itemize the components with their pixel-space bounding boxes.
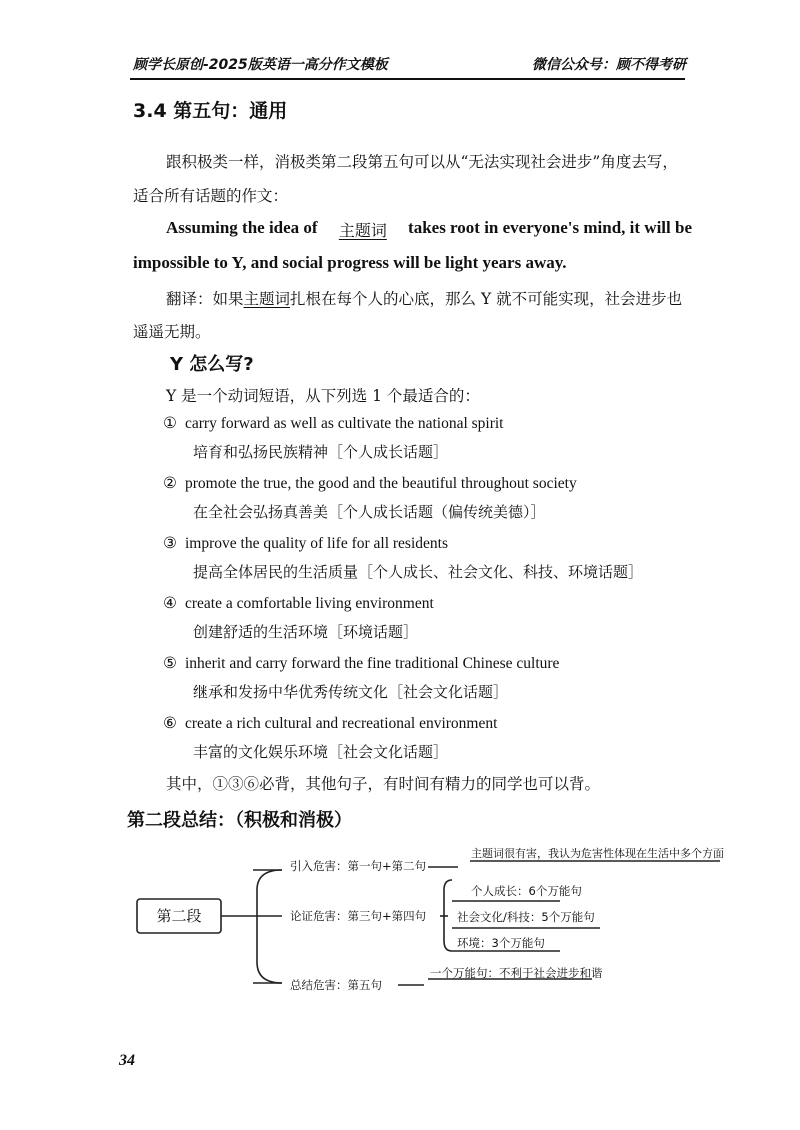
header-left: 顾学长原创-2025版英语一高分作文模板 — [133, 57, 388, 73]
item-number: ① — [163, 415, 177, 432]
item-en: inherit and carry forward the fine traditional Chinese culture — [185, 655, 560, 672]
branch-argue: 论证危害：第三句+第四句 — [290, 909, 427, 923]
item-number: ② — [163, 475, 177, 492]
template-part-1: Assuming the idea of — [166, 218, 318, 237]
branch-summary: 总结危害：第五句 — [290, 978, 382, 992]
item-zh: 丰富的文化娱乐环境［社会文化话题］ — [193, 743, 449, 761]
template-blank: 主题词 — [338, 221, 387, 240]
item-zh: 继承和发扬中华优秀传统文化［社会文化话题］ — [193, 683, 509, 701]
item-number: ⑤ — [163, 655, 177, 672]
item-zh: 提高全体居民的生活质量［个人成长、社会文化、科技、环境话题］ — [193, 563, 644, 581]
item-zh: 创建舒适的生活环境［环境话题］ — [193, 623, 419, 641]
item-number: ⑥ — [163, 715, 177, 732]
header-right: 微信公众号：顾不得考研 — [532, 57, 686, 73]
y-title: Y 怎么写? — [170, 354, 254, 375]
template-line-2: impossible to Y, and social progress will be light years away. — [133, 253, 567, 272]
branch-argue-leaf-1: 个人成长：6个万能句 — [471, 884, 582, 898]
item-zh: 在全社会弘扬真善美［个人成长话题（偏传统美德）］ — [193, 503, 546, 521]
y-desc: Y 是一个动词短语，从下列选 1 个最适合的： — [166, 387, 480, 405]
item-en: improve the quality of life for all residents — [185, 535, 448, 552]
item-en: create a comfortable living environment — [185, 595, 434, 612]
item-en: promote the true, the good and the beautiful throughout society — [185, 475, 577, 492]
branch-argue-leaf-2: 社会文化/科技：5个万能句 — [457, 910, 595, 924]
branch-intro: 引入危害：第一句+第二句 — [290, 859, 427, 873]
translation-line-2: 遥遥无期。 — [133, 323, 211, 341]
section-title: 3.4 第五句：通用 — [133, 100, 288, 122]
page-number: 34 — [119, 1052, 135, 1069]
item-number: ④ — [163, 595, 177, 612]
template-part-2: takes root in everyone's mind, it will be — [408, 218, 692, 237]
summary-title: 第二段总结：（积极和消极） — [127, 810, 352, 831]
intro-line-2: 适合所有话题的作文： — [133, 187, 289, 205]
item-number: ③ — [163, 535, 177, 552]
translation-rest: 扎根在每个人的心底，那么 Y 就不可能实现，社会进步也 — [290, 290, 683, 308]
item-en: carry forward as well as cultivate the national spirit — [185, 415, 504, 432]
translation-keyword: 主题词 — [243, 290, 291, 308]
y-note: 其中，①③⑥必背，其他句子，有时间有精力的同学也可以背。 — [166, 775, 601, 793]
mindmap-root: 第二段 — [156, 907, 202, 925]
translation-prefix: 翻译：如果 — [166, 290, 244, 308]
item-zh: 培育和弘扬民族精神［个人成长话题］ — [193, 443, 449, 461]
intro-line-1: 跟积极类一样，消极类第二段第五句可以从“无法实现社会进步”角度去写， — [166, 153, 678, 171]
branch-intro-leaf: 主题词很有害，我认为危害性体现在生活中多个方面 — [471, 847, 724, 860]
branch-summary-leaf: 一个万能句：不利于社会进步和谐 — [430, 966, 603, 980]
item-en: create a rich cultural and recreational environment — [185, 715, 498, 732]
branch-argue-leaf-3: 环境：3个万能句 — [457, 936, 545, 950]
